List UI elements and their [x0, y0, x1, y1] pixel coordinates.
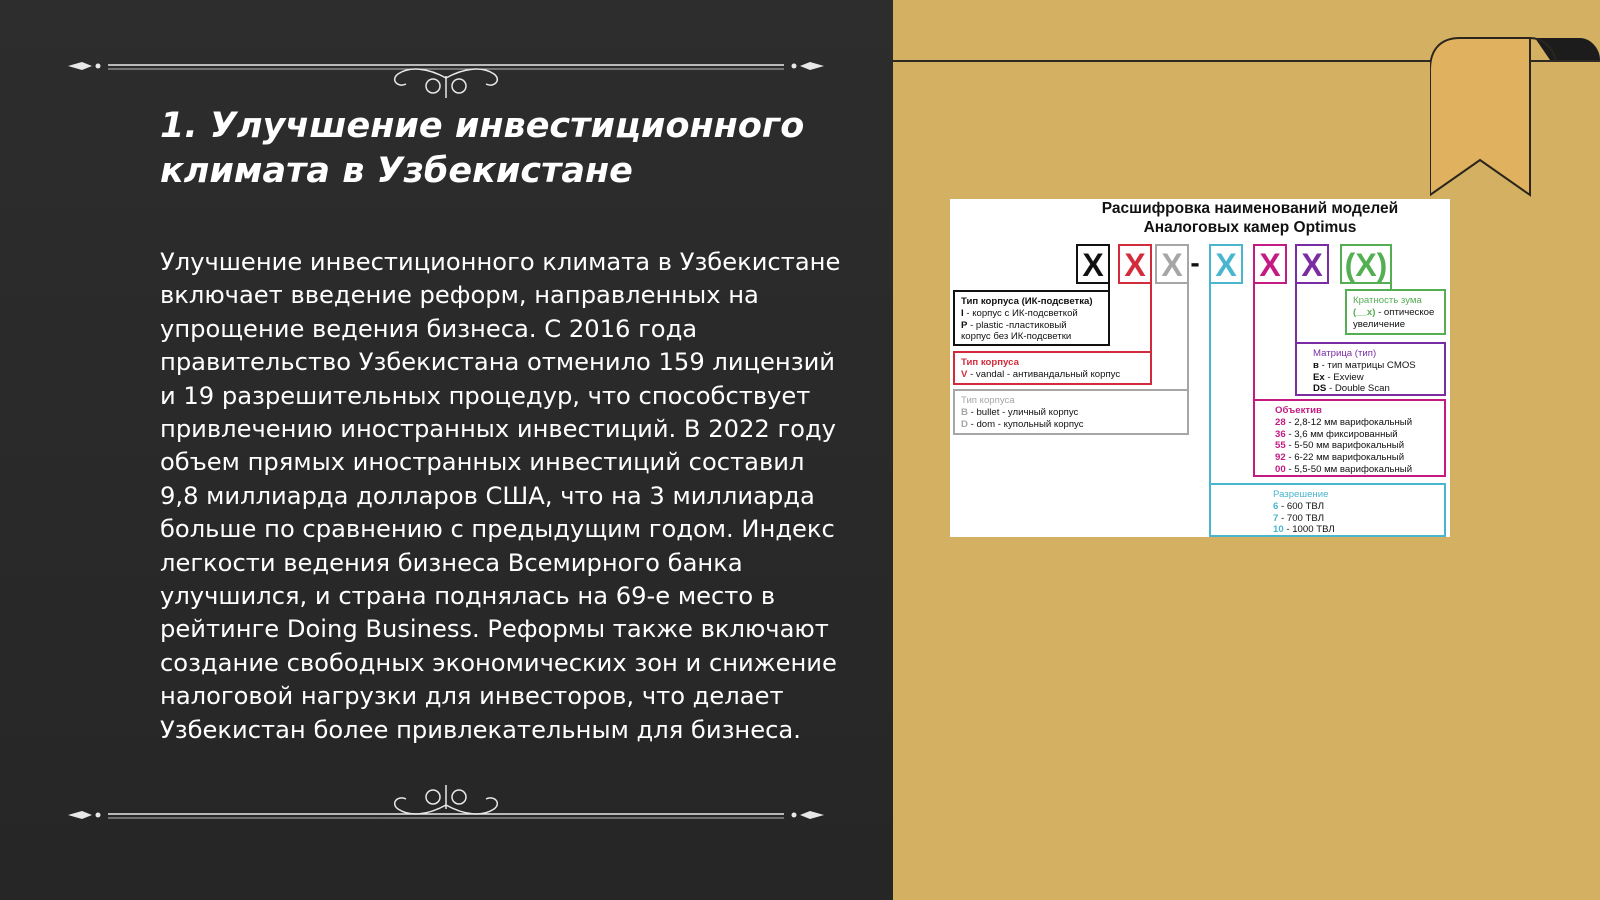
desc: - 700 ТВЛ [1278, 512, 1324, 524]
code: D [961, 418, 968, 430]
box-zoom [1345, 289, 1446, 335]
connector-line [1150, 284, 1152, 354]
box-lens [1253, 399, 1446, 477]
box-body-type [953, 290, 1110, 346]
desc: - Exview [1324, 371, 1364, 383]
top-ornament [68, 38, 824, 98]
code-letter-vandal: X [1118, 244, 1152, 284]
code: V [961, 368, 968, 380]
code: Ex [1313, 371, 1325, 383]
code-letter-body: X [1076, 244, 1110, 284]
desc: - 6-22 мм варифокальный [1285, 452, 1405, 464]
desc: - 5,5-50 мм варифокальный [1285, 463, 1413, 475]
box-heading: Объектив [1275, 405, 1322, 416]
box-shape [953, 389, 1189, 435]
code: 00 [1275, 463, 1286, 475]
code: 92 [1275, 452, 1286, 464]
box-heading: Тип корпуса (ИК-подсветка) [961, 296, 1093, 307]
desc: - 1000 ТВЛ [1283, 524, 1335, 536]
code-letter-lens: X [1253, 244, 1287, 284]
desc: корпус без ИК-подсветки [961, 331, 1072, 343]
desc: - корпус с ИК-подсветкой [963, 307, 1078, 319]
code-letter-matrix: X [1295, 244, 1329, 284]
code: 10 [1273, 524, 1284, 536]
diagram-title-line-2: Аналоговых камер Optimus [1143, 219, 1357, 236]
code-letter-resolution: X [1209, 244, 1243, 284]
code-letter-zoom: (X) [1340, 244, 1392, 284]
connector-line [1295, 284, 1297, 342]
code: 6 [1273, 500, 1279, 512]
box-matrix [1295, 342, 1446, 396]
box-heading: Матрица (тип) [1313, 348, 1377, 359]
box-heading: Тип корпуса [961, 395, 1015, 406]
desc: увеличение [1353, 318, 1406, 330]
code: 55 [1275, 440, 1286, 452]
code: DS [1313, 383, 1327, 395]
code: P [961, 319, 968, 331]
code: B [961, 406, 968, 418]
code: I [961, 307, 964, 319]
code: 36 [1275, 428, 1286, 440]
code: в [1313, 359, 1319, 371]
box-heading: Тип корпуса [961, 357, 1019, 368]
box-heading: Разрешение [1273, 489, 1329, 500]
code-dash: - [1190, 247, 1200, 278]
desc: - vandal - антивандальный корпус [967, 368, 1121, 380]
desc: - 3,6 мм фиксированный [1285, 428, 1398, 440]
code: 28 [1275, 416, 1286, 428]
box-vandal [953, 351, 1152, 385]
desc: - dom - купольный корпус [967, 418, 1084, 430]
slide-body-text: Улучшение инвестиционного климата в Узбекистане включает введение реформ, направленных на упрощение ведения бизнеса. С 2016 года правительство Узбекистана отменило 159 лицензий и 19 разрешительных процедур, что способствует привлечению иностранных инвестиций. В 2022 году объем прямых иностранных инвестиций составил 9,8 миллиарда долларов США, что на 3 миллиарда больше по сравнению с предыдущим годом. Индекс легкости ведения бизнеса Всемирного банка улучшился, и страна поднялась на 69-е место в рейтинге Doing Business. Реформы также включают создание свободных экономических зон и снижение налоговой нагрузки для инвесторов, что делает Узбекистан более привлекательным для бизнеса. [160, 248, 841, 744]
camera-model-diagram [950, 199, 1450, 537]
code: (__x) [1353, 306, 1376, 318]
box-heading: Кратность зума [1353, 295, 1422, 306]
desc: - Double Scan [1326, 383, 1390, 395]
bookmark-icon [1430, 30, 1600, 205]
desc: - оптическое [1375, 306, 1435, 318]
desc: - plastic -пластиковый [967, 319, 1067, 331]
connector-line [1187, 284, 1189, 389]
desc: - 600 ТВЛ [1278, 500, 1324, 512]
desc: - 2,8-12 мм варифокальный [1285, 416, 1413, 428]
desc: - bullet - уличный корпус [967, 406, 1079, 418]
diagram-title-line-1: Расшифровка наименований моделей [1101, 200, 1399, 217]
code-letter-shape: X [1155, 244, 1189, 284]
code: 7 [1273, 512, 1279, 524]
bottom-ornament [68, 785, 824, 845]
desc: - 5-50 мм варифокальный [1285, 440, 1405, 452]
slide-title: 1. Улучшение инвестиционного климата в Узбекистане [160, 106, 805, 191]
box-resolution [1209, 483, 1446, 537]
desc: - тип матрицы CMOS [1318, 359, 1416, 371]
